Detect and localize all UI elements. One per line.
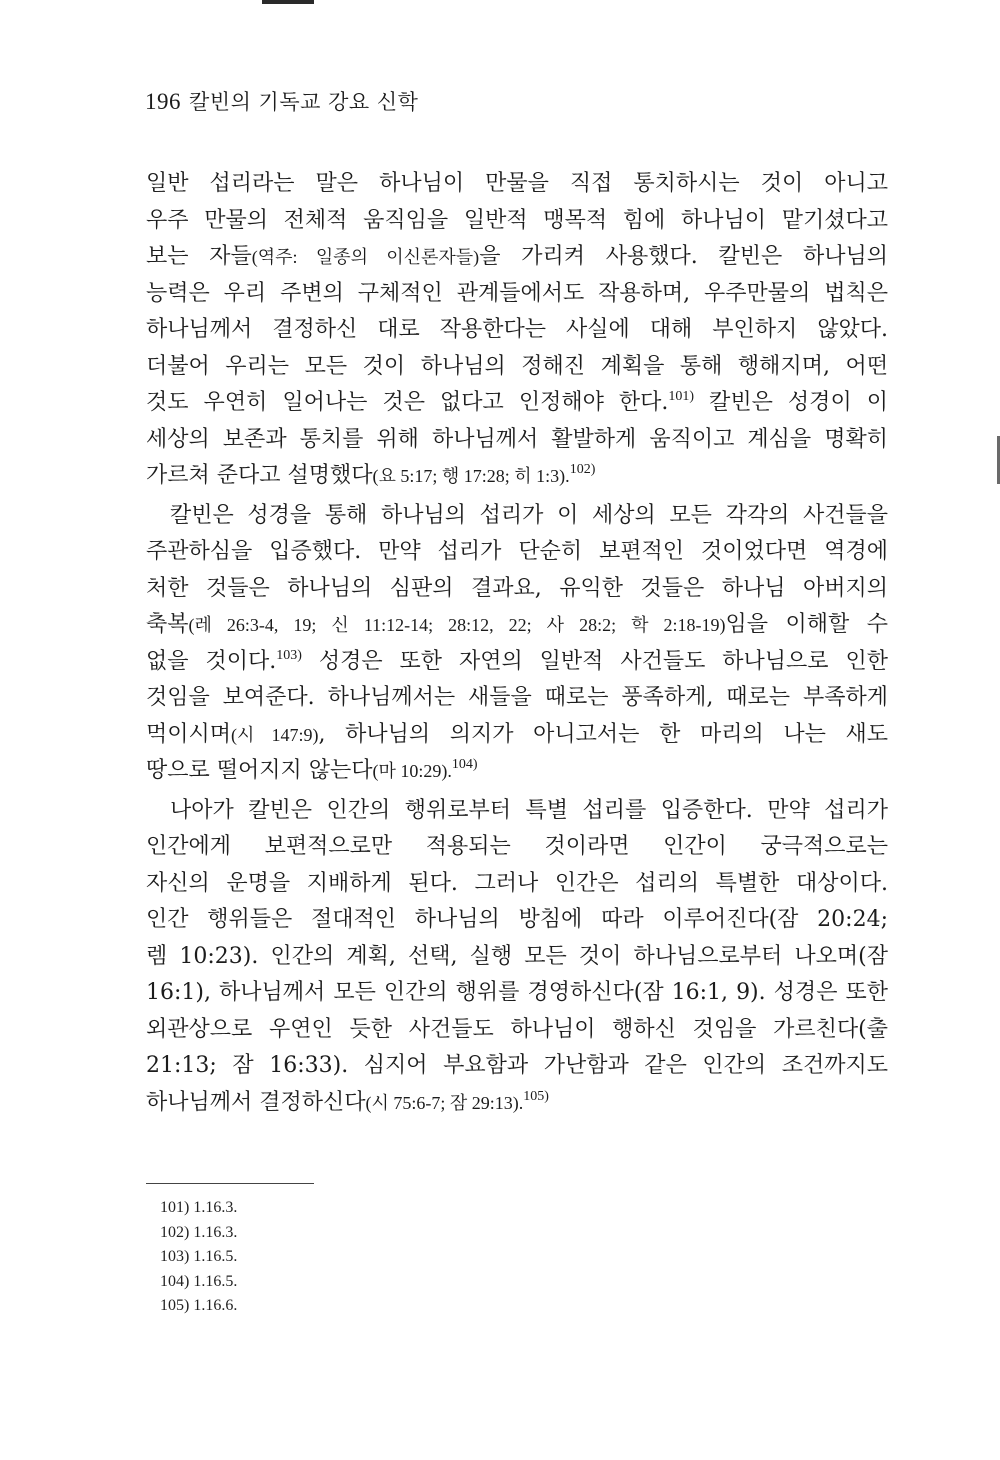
text-line xyxy=(146,644,888,681)
text-segment: , 하나님의 의지가 아니고서는 한 마리의 나는 새도 xyxy=(318,721,888,747)
paragraph xyxy=(146,498,888,790)
text-segment: 21:13; 잠 16:33). 심지어 부요함과 가난함과 같은 인간의 조건까지도 xyxy=(146,1053,888,1078)
text-line xyxy=(146,1012,888,1049)
text-segment: (마 10:29). xyxy=(372,761,452,781)
footnote-ref: 105) xyxy=(523,1088,549,1104)
text-segment: (시 75:6-7; 잠 29:13). xyxy=(365,1092,524,1113)
text-segment: 인간에게 보편적으로만 적용되는 것이라면 인간이 궁극적으로는 xyxy=(146,834,888,859)
footnote-105: 105) 1.16.6. xyxy=(160,1297,238,1314)
text-segment: 16:1), 하나님께서 모든 인간의 행위를 경영하신다(잠 16:1, 9). 성경은 또한 xyxy=(146,980,888,1005)
scan-mark-top xyxy=(262,0,314,4)
text-line xyxy=(146,866,888,903)
text-segment: 능력은 우리 주변의 구체적인 관계들에서도 작용하며, 우주만물의 법칙은 xyxy=(146,280,888,306)
text-segment: 임을 이해할 수 xyxy=(725,612,888,637)
text-segment: 일반 섭리라는 말은 하나님이 만물을 직접 통치하시는 것이 아니고 xyxy=(146,171,888,196)
footnote-ref: 101) xyxy=(668,389,695,404)
text-segment: 성경은 또한 자연의 일반적 사건들도 하나님으로 인한 xyxy=(301,648,888,674)
text-segment: 것도 우연히 일어나는 것은 없다고 인정해야 한다. xyxy=(146,390,669,415)
text-segment: 처한 것들은 하나님의 심판의 결과요, 유익한 것들은 하나님 아버지의 xyxy=(146,575,888,601)
text-line xyxy=(146,607,888,644)
text-line xyxy=(146,1085,888,1122)
text-line xyxy=(146,902,888,939)
text-segment: 인간 행위들은 절대적인 하나님의 방침에 따라 이루어진다(잠 20:24; xyxy=(146,907,888,932)
text-segment: 을 가리켜 사용했다. 칼빈은 하나님의 xyxy=(479,244,888,269)
text-segment: 더불어 우리는 모든 것이 하나님의 정해진 계획을 통해 행해지며, 어떤 xyxy=(146,353,888,379)
text-segment: (시 147:9) xyxy=(231,724,319,745)
text-line xyxy=(146,680,888,717)
footnotes xyxy=(160,1196,237,1319)
footnote-103: 103) 1.16.5. xyxy=(160,1248,238,1265)
text-line xyxy=(146,385,888,422)
text-line xyxy=(146,422,888,459)
footnote-ref: 103) xyxy=(276,647,302,663)
footnote-ref: 102) xyxy=(569,462,596,477)
footnote-102: 102) 1.16.3. xyxy=(160,1223,238,1241)
text-segment: 없을 것이다. xyxy=(146,648,277,674)
text-segment: 칼빈은 성경을 통해 하나님의 섭리가 이 세상의 모든 각각의 사건들을 xyxy=(170,502,888,528)
text-line xyxy=(146,312,888,349)
text-line xyxy=(146,203,888,240)
text-segment: 보는 자들 xyxy=(146,244,252,269)
text-line xyxy=(146,239,888,276)
running-head xyxy=(145,86,418,116)
text-line xyxy=(146,829,888,866)
book-title: 칼빈의 기독교 강요 신학 xyxy=(189,90,419,114)
text-segment: 하나님께서 결정하신다 xyxy=(146,1089,366,1115)
text-line xyxy=(146,753,888,790)
text-segment: 땅으로 떨어지지 않는다 xyxy=(146,758,373,783)
text-line xyxy=(146,349,888,386)
footnote-ref: 104) xyxy=(451,757,478,772)
text-line xyxy=(146,534,888,571)
text-line xyxy=(146,939,888,976)
text-line xyxy=(146,166,888,203)
footnote-101: 101) 1.16.3. xyxy=(160,1199,238,1216)
text-segment: 세상의 보존과 통치를 위해 하나님께서 활발하게 움직이고 계심을 명확히 xyxy=(146,426,888,452)
text-segment: 외관상으로 우연인 듯한 사건들도 하나님이 행하신 것임을 가르친다(출 xyxy=(146,1016,888,1042)
text-line xyxy=(146,975,888,1012)
text-line xyxy=(146,498,888,535)
text-segment: (요 5:17; 행 17:28; 히 1:3). xyxy=(372,466,570,486)
text-segment: 주관하심을 입증했다. 만약 섭리가 단순히 보편적인 것이었다면 역경에 xyxy=(146,539,888,564)
text-line xyxy=(146,458,888,495)
text-segment: 렘 10:23). 인간의 계획, 선택, 실행 모든 것이 하나님으로부터 나오며(잠 xyxy=(146,943,888,969)
body-text xyxy=(146,166,888,1121)
page-number: 196 xyxy=(145,89,181,114)
text-segment: (레 26:3-4, 19; 신 11:12-14; 28:12, 22; 사 28:2; 학 2:18-19) xyxy=(188,615,726,635)
text-segment: (역주: 일종의 이신론자들) xyxy=(251,247,480,267)
text-line xyxy=(146,793,888,830)
text-line xyxy=(146,717,888,754)
text-segment: 가르쳐 준다고 설명했다 xyxy=(146,463,373,488)
text-segment: 먹이시며 xyxy=(146,721,232,747)
text-line xyxy=(146,1048,888,1085)
footnote-104: 104) 1.16.5. xyxy=(160,1272,238,1290)
text-segment: 것임을 보여준다. 하나님께서는 새들을 때로는 풍족하게, 때로는 부족하게 xyxy=(146,685,888,710)
text-line xyxy=(146,571,888,608)
text-segment: 자신의 운명을 지배하게 된다. 그러나 인간은 섭리의 특별한 대상이다. xyxy=(146,870,888,896)
footnote-rule xyxy=(146,1183,314,1184)
text-segment: 우주 만물의 전체적 움직임을 일반적 맹목적 힘에 하나님이 맡기셨다고 xyxy=(146,207,888,233)
text-segment: 축복 xyxy=(146,612,189,637)
paragraph xyxy=(146,166,888,495)
text-line xyxy=(146,276,888,313)
text-segment: 나아가 칼빈은 인간의 행위로부터 특별 섭리를 입증한다. 만약 섭리가 xyxy=(170,797,888,823)
text-segment: 하나님께서 결정하신 대로 작용한다는 사실에 대해 부인하지 않았다. xyxy=(146,317,888,342)
paragraph xyxy=(146,793,888,1122)
text-segment: 칼빈은 성경이 이 xyxy=(694,390,888,415)
